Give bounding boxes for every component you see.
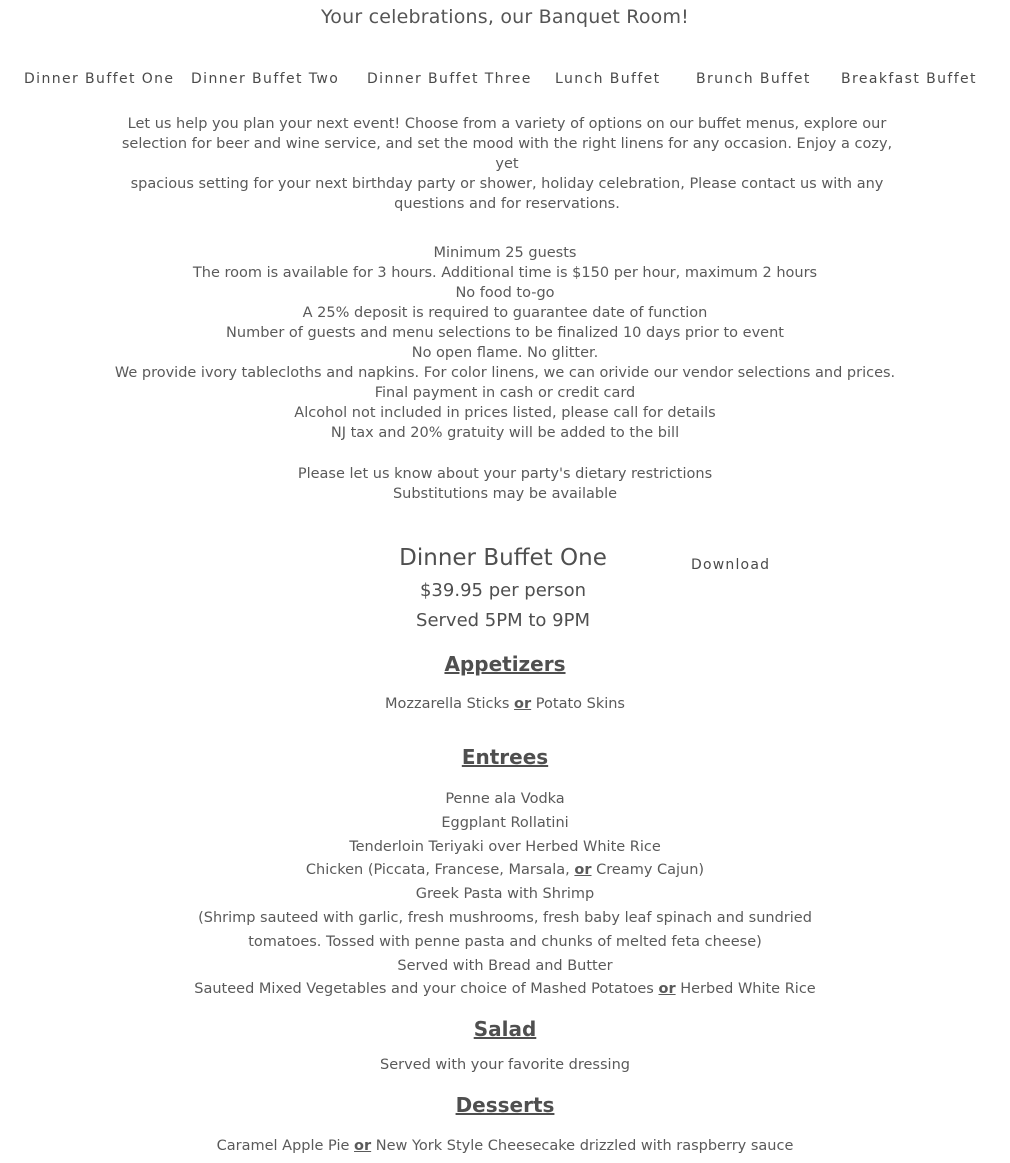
entree-item: Greek Pasta with Shrimp (415, 886, 595, 902)
policy-item: We provide ivory tablecloths and napkins. For color linens, we can orivide our vendor selections and prices. (114, 365, 896, 381)
intro-paragraph (112, 114, 902, 214)
appetizer-option: Potato Skins (531, 696, 625, 712)
entree-description: tomatoes. Tossed with penne pasta and chunks of melted feta cheese) (248, 934, 762, 950)
desserts-item (0, 1134, 1010, 1158)
appetizers-heading: Appetizers (444, 652, 566, 676)
appetizer-option: Mozzarella Sticks (384, 696, 515, 712)
entree-item: Tenderloin Teriyaki over Herbed White Rice (349, 839, 661, 855)
policy-item: A 25% deposit is required to guarantee date of function (302, 305, 708, 321)
dietary-line: Substitutions may be available (392, 486, 618, 502)
intro-line: questions and for reservations. (394, 196, 620, 212)
tab-dinner-buffet-one[interactable]: Dinner Buffet One (24, 71, 175, 87)
policy-item: No food to-go (455, 285, 555, 301)
entree-description: (Shrimp sauteed with garlic, fresh mushrooms, fresh baby leaf spinach and sundried (198, 910, 812, 926)
policy-item: Final payment in cash or credit card (374, 385, 636, 401)
policy-item: Minimum 25 guests (433, 245, 577, 261)
sides-option: Herbed White Rice (675, 981, 816, 997)
intro-line: Let us help you plan your next event! Choose from a variety of options on our buffet menus, explore our (127, 116, 887, 132)
download-link[interactable]: Download (691, 557, 771, 573)
salad-heading: Salad (473, 1017, 537, 1041)
or-connector: or (658, 981, 676, 997)
dessert-option: Caramel Apple Pie (216, 1138, 355, 1154)
entrees-heading: Entrees (461, 745, 549, 769)
policies-list (0, 243, 1010, 443)
chicken-options: Chicken (Piccata, Francese, Marsala, (305, 862, 575, 878)
menu-title: Dinner Buffet One (399, 545, 607, 571)
policy-item: No open flame. No glitter. (411, 345, 599, 361)
intro-line: spacious setting for your next birthday party or shower, holiday celebration, Please contact us with any (130, 176, 884, 192)
dietary-line: Please let us know about your party's dietary restrictions (297, 466, 713, 482)
or-connector: or (574, 862, 592, 878)
policy-item: Number of guests and menu selections to be finalized 10 days prior to event (226, 325, 784, 341)
tab-brunch-buffet[interactable]: Brunch Buffet (696, 71, 811, 87)
dietary-note (0, 464, 1010, 504)
chicken-option: Creamy Cajun) (591, 862, 705, 878)
intro-line: selection for beer and wine service, and set the mood with the right linens for any occasion. Enjoy a cozy, yet (121, 136, 893, 172)
entree-item-chicken (0, 858, 1010, 882)
policy-item: Alcohol not included in prices listed, please call for details (294, 405, 716, 421)
entree-item: Eggplant Rollatini (441, 815, 569, 831)
salad-item: Served with your favorite dressing (380, 1057, 630, 1073)
policy-item: NJ tax and 20% gratuity will be added to the bill (330, 425, 680, 441)
appetizers-item (0, 692, 1010, 716)
tab-lunch-buffet[interactable]: Lunch Buffet (555, 71, 661, 87)
menu-hours: Served 5PM to 9PM (416, 610, 590, 631)
sides-option: Sauteed Mixed Vegetables and your choice of Mashed Potatoes (194, 981, 659, 997)
dessert-option: New York Style Cheesecake drizzled with raspberry sauce (371, 1138, 794, 1154)
tab-dinner-buffet-three[interactable]: Dinner Buffet Three (367, 71, 532, 87)
entree-item: Served with Bread and Butter (397, 958, 613, 974)
menu-price: $39.95 per person (419, 580, 587, 601)
entree-item: Penne ala Vodka (445, 791, 565, 807)
page-title: Your celebrations, our Banquet Room! (320, 6, 690, 28)
or-connector: or (514, 696, 532, 712)
tab-breakfast-buffet[interactable]: Breakfast Buffet (841, 71, 977, 87)
entree-sides (0, 977, 1010, 1001)
or-connector: or (354, 1138, 372, 1154)
policy-item: The room is available for 3 hours. Additional time is $150 per hour, maximum 2 hours (192, 265, 818, 281)
desserts-heading: Desserts (455, 1093, 555, 1117)
tab-dinner-buffet-two[interactable]: Dinner Buffet Two (191, 71, 340, 87)
